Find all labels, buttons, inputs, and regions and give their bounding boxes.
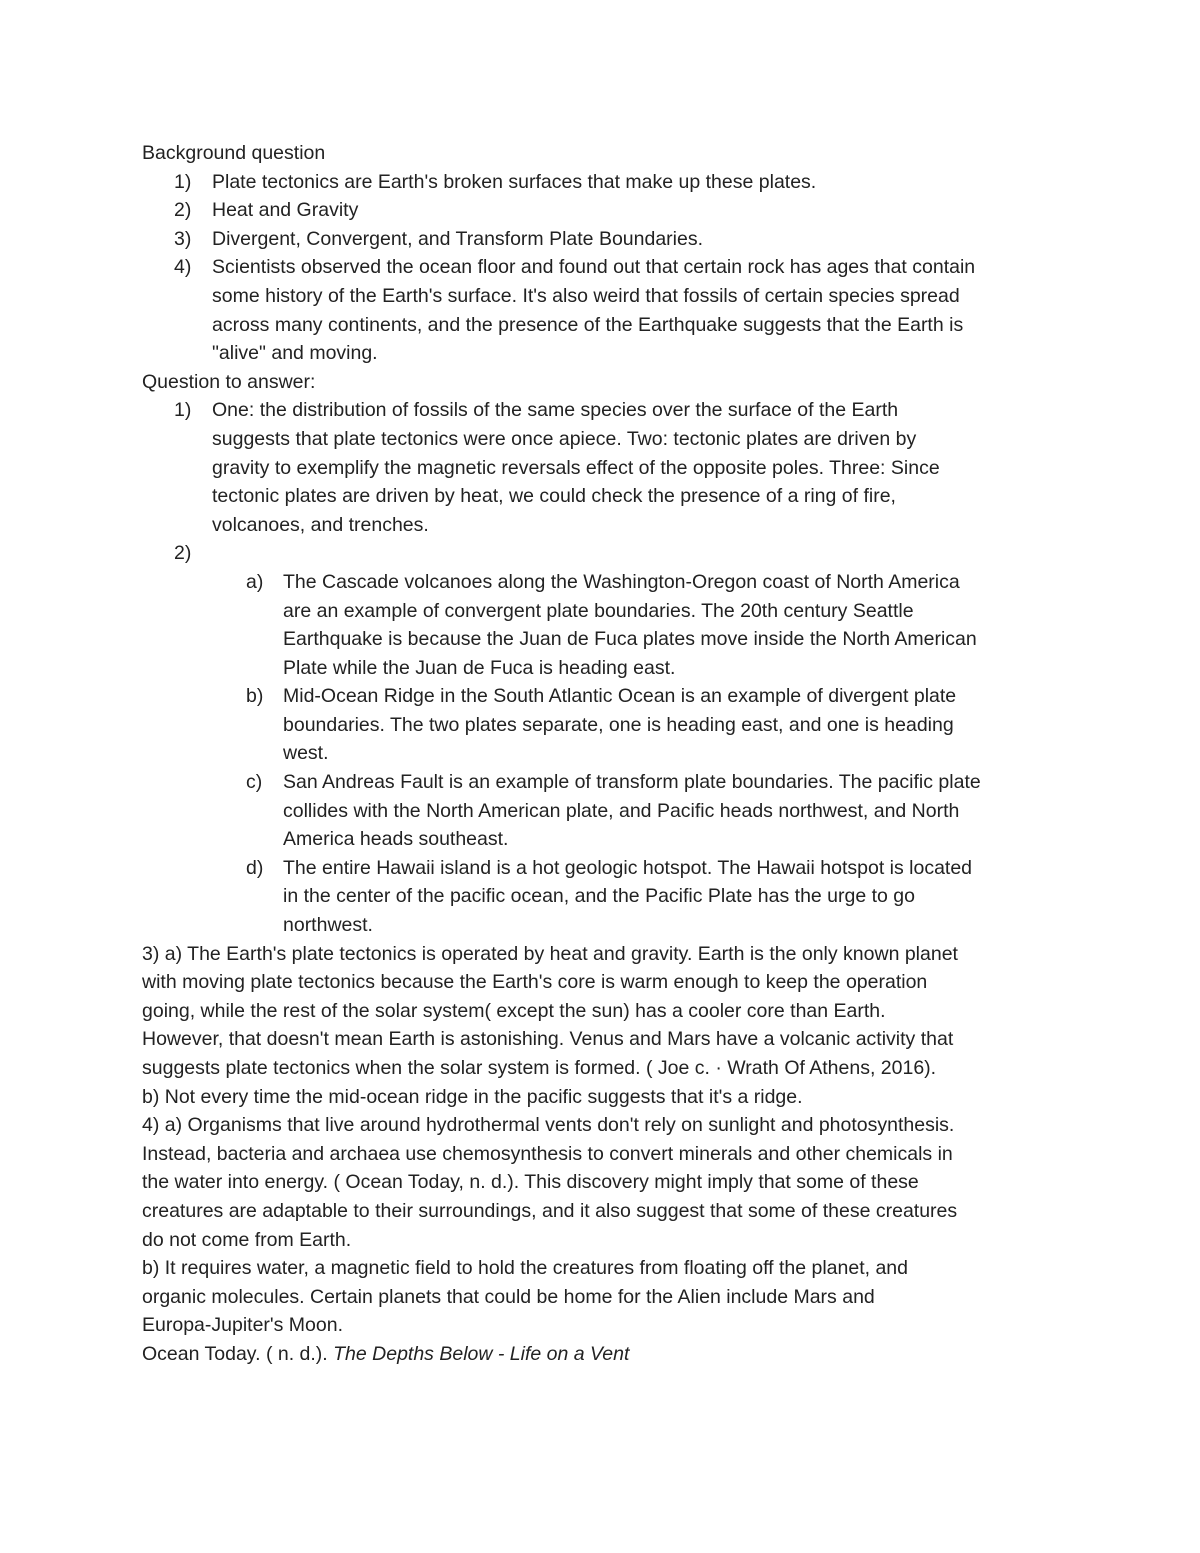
subitem-letter: b) xyxy=(246,685,264,708)
item-text: Heat and Gravity xyxy=(212,199,359,222)
item-number: 4) xyxy=(174,256,192,279)
answer-4b xyxy=(142,1254,1072,1340)
background-item-1 xyxy=(142,168,1072,197)
subitem-text: boundaries. The two plates separate, one is heading east, and one is heading xyxy=(283,713,954,736)
subitem-text: The entire Hawaii island is a hot geologic hotspot. The Hawaii hotspot is located xyxy=(283,856,973,879)
subitem-text: Plate while the Juan de Fuca is heading east. xyxy=(283,656,676,679)
subitem-letter: d) xyxy=(246,856,264,879)
answer-text: Europa-Jupiter's Moon. xyxy=(142,1314,343,1337)
subitem-text: America heads southeast. xyxy=(283,828,509,851)
answer-text: with moving plate tectonics because the Earth's core is warm enough to keep the operation xyxy=(142,971,928,994)
answer-text: 4) a) Organisms that live around hydrothermal vents don't rely on sunlight and photosynthesis. xyxy=(142,1114,955,1137)
item-text: Plate tectonics are Earth's broken surfaces that make up these plates. xyxy=(212,170,817,193)
answer-text: 3) a) The Earth's plate tectonics is operated by heat and gravity. Earth is the only known planet xyxy=(142,942,958,965)
item-text: volcanoes, and trenches. xyxy=(212,513,429,536)
answer-text: b) Not every time the mid-ocean ridge in the pacific suggests that it's a ridge. xyxy=(142,1085,803,1108)
question-item-2 xyxy=(142,539,1072,568)
reference-entry xyxy=(142,1340,1072,1369)
answer-3a xyxy=(142,940,1072,1083)
item-number: 3) xyxy=(174,227,192,250)
background-item-3 xyxy=(142,225,1072,254)
question-2-subitem-a xyxy=(142,568,1072,682)
reference-prefix: Ocean Today. ( n. d.). xyxy=(142,1342,334,1365)
question-2-subitem-c xyxy=(142,768,1072,854)
question-item-1 xyxy=(142,396,1072,539)
item-number: 1) xyxy=(174,170,192,193)
answer-text: creatures are adaptable to their surroundings, and it also suggest that some of these creatures xyxy=(142,1199,958,1222)
answer-text: b) It requires water, a magnetic field to hold the creatures from floating off the planet, and xyxy=(142,1257,908,1280)
item-text: "alive" and moving. xyxy=(212,342,378,365)
item-text: Scientists observed the ocean floor and found out that certain rock has ages that contain xyxy=(212,256,976,279)
answer-3b xyxy=(142,1083,1072,1112)
item-text: One: the distribution of fossils of the same species over the surface of the Earth xyxy=(212,399,899,422)
item-text: Divergent, Convergent, and Transform Plate Boundaries. xyxy=(212,227,704,250)
answer-text: going, while the rest of the solar system( except the sun) has a cooler core than Earth. xyxy=(142,999,886,1022)
item-text: across many continents, and the presence of the Earthquake suggests that the Earth is xyxy=(212,313,964,336)
subitem-letter: a) xyxy=(246,570,264,593)
question-2-subitem-b xyxy=(142,682,1072,768)
subitem-text: west. xyxy=(283,742,329,765)
item-text: gravity to exemplify the magnetic reversals effect of the opposite poles. Three: Since xyxy=(212,456,940,479)
background-item-4 xyxy=(142,253,1072,367)
subitem-text: northwest. xyxy=(283,914,373,937)
item-text xyxy=(212,539,1072,568)
item-number: 1) xyxy=(174,399,192,422)
answer-text: However, that doesn't mean Earth is astonishing. Venus and Mars have a volcanic activity that xyxy=(142,1028,954,1051)
answer-text: the water into energy. ( Ocean Today, n. d.). This discovery might imply that some of these xyxy=(142,1171,919,1194)
subitem-text: Mid-Ocean Ridge in the South Atlantic Ocean is an example of divergent plate xyxy=(283,685,957,708)
item-number: 2) xyxy=(174,199,192,222)
reference-title: The Depths Below - Life on a Vent xyxy=(333,1342,630,1365)
answer-text: Instead, bacteria and archaea use chemosynthesis to convert minerals and other chemicals in xyxy=(142,1142,953,1165)
answer-text: do not come from Earth. xyxy=(142,1228,352,1251)
background-heading: Background question xyxy=(142,142,326,164)
answer-text: organic molecules. Certain planets that could be home for the Alien include Mars and xyxy=(142,1285,875,1308)
background-item-2 xyxy=(142,196,1072,225)
answer-text: suggests plate tectonics when the solar system is formed. ( Joe c. · Wrath Of Athens, 2016). xyxy=(142,1057,937,1079)
subitem-text: The Cascade volcanoes along the Washington-Oregon coast of North America xyxy=(283,570,960,593)
subitem-text: are an example of convergent plate boundaries. The 20th century Seattle xyxy=(283,599,914,622)
subitem-text: San Andreas Fault is an example of transform plate boundaries. The pacific plate xyxy=(283,771,981,794)
item-number: 2) xyxy=(174,542,192,565)
item-text: suggests that plate tectonics were once apiece. Two: tectonic plates are driven by xyxy=(212,427,917,450)
question-2-subitem-d xyxy=(142,854,1072,940)
document-page xyxy=(142,139,1072,1369)
answer-4a xyxy=(142,1111,1072,1254)
item-text: tectonic plates are driven by heat, we could check the presence of a ring of fire, xyxy=(212,485,896,508)
subitem-text: in the center of the pacific ocean, and the Pacific Plate has the urge to go xyxy=(283,885,915,908)
questions-heading: Question to answer: xyxy=(142,370,316,393)
subitem-letter: c) xyxy=(246,771,263,794)
item-text: some history of the Earth's surface. It's also weird that fossils of certain species spread xyxy=(212,284,960,307)
subitem-text: Earthquake is because the Juan de Fuca plates move inside the North American xyxy=(283,628,977,651)
subitem-text: collides with the North American plate, and Pacific heads northwest, and North xyxy=(283,799,960,822)
